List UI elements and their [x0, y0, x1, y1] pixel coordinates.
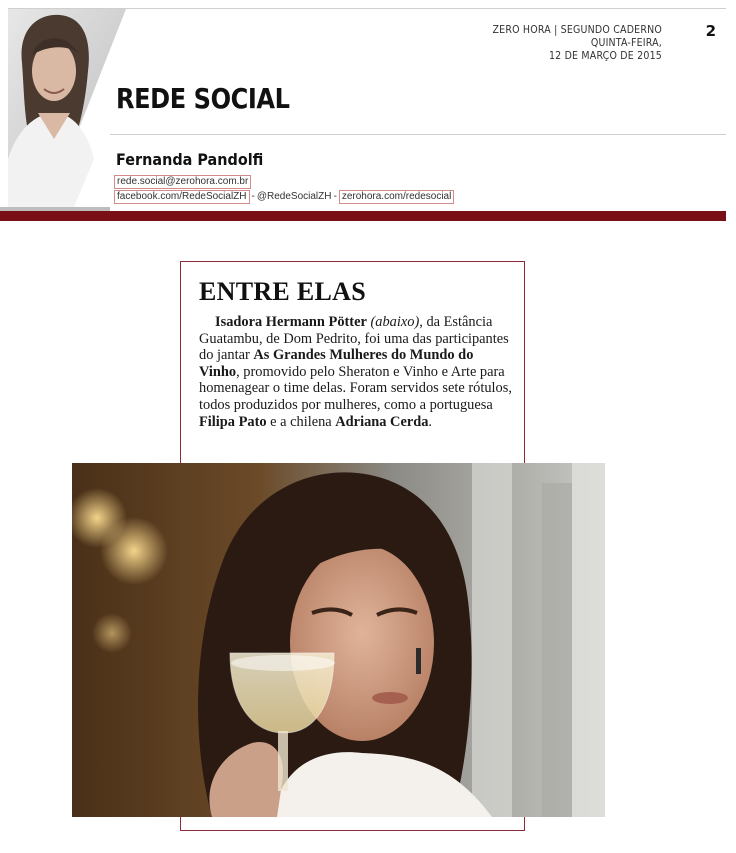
header-accent-bar: [0, 211, 726, 221]
publication-name: ZERO HORA | SEGUNDO CADERNO: [492, 24, 662, 36]
masthead-meta: [493, 24, 663, 63]
article-paragraph: [199, 314, 513, 430]
issue-date: 12 DE MARÇO DE 2015: [548, 50, 662, 62]
winemaker-name: Filipa Pato: [199, 413, 267, 430]
contact-links: [114, 175, 454, 205]
article-photo: [72, 463, 605, 817]
article-text: e a chilena: [266, 413, 336, 430]
section-title: REDE SOCIAL: [116, 82, 290, 115]
email-link[interactable]: rede.social@zerohora.com.br: [114, 175, 251, 189]
article-headline: ENTRE ELAS: [199, 277, 366, 306]
page-number: 2: [705, 22, 716, 40]
mid-rule: [110, 134, 726, 135]
article-text: , promovido pelo Sheraton e Vinho e Arte para homenagear o time delas. Foram servidos sete rótulos, todos produzidos por mulheres, como a portuguesa: [199, 363, 512, 413]
link-separator: -: [333, 191, 337, 202]
weekday: QUINTA-FEIRA,: [590, 37, 662, 49]
twitter-handle: @RedeSocialZH: [256, 191, 332, 202]
article-text: , da Estância Guatambu, de Dom Pedrito, foi uma das participantes do jantar: [199, 314, 509, 364]
article-body: [199, 314, 513, 430]
facebook-link[interactable]: facebook.com/RedeSocialZH: [114, 190, 250, 204]
event-name: As Grandes Mulheres do Mundo do Vinho: [199, 347, 474, 380]
author-name: Fernanda Pandolfi: [116, 150, 264, 169]
link-separator: -: [251, 191, 255, 202]
winemaker-name: Adriana Cerda: [335, 413, 429, 430]
columnist-portrait: [8, 9, 126, 207]
article-text: .: [428, 413, 433, 430]
photo-note: (abaixo): [370, 314, 420, 330]
website-link[interactable]: zerohora.com/redesocial: [339, 190, 455, 204]
person-name: Isadora Hermann Pötter: [215, 314, 367, 330]
